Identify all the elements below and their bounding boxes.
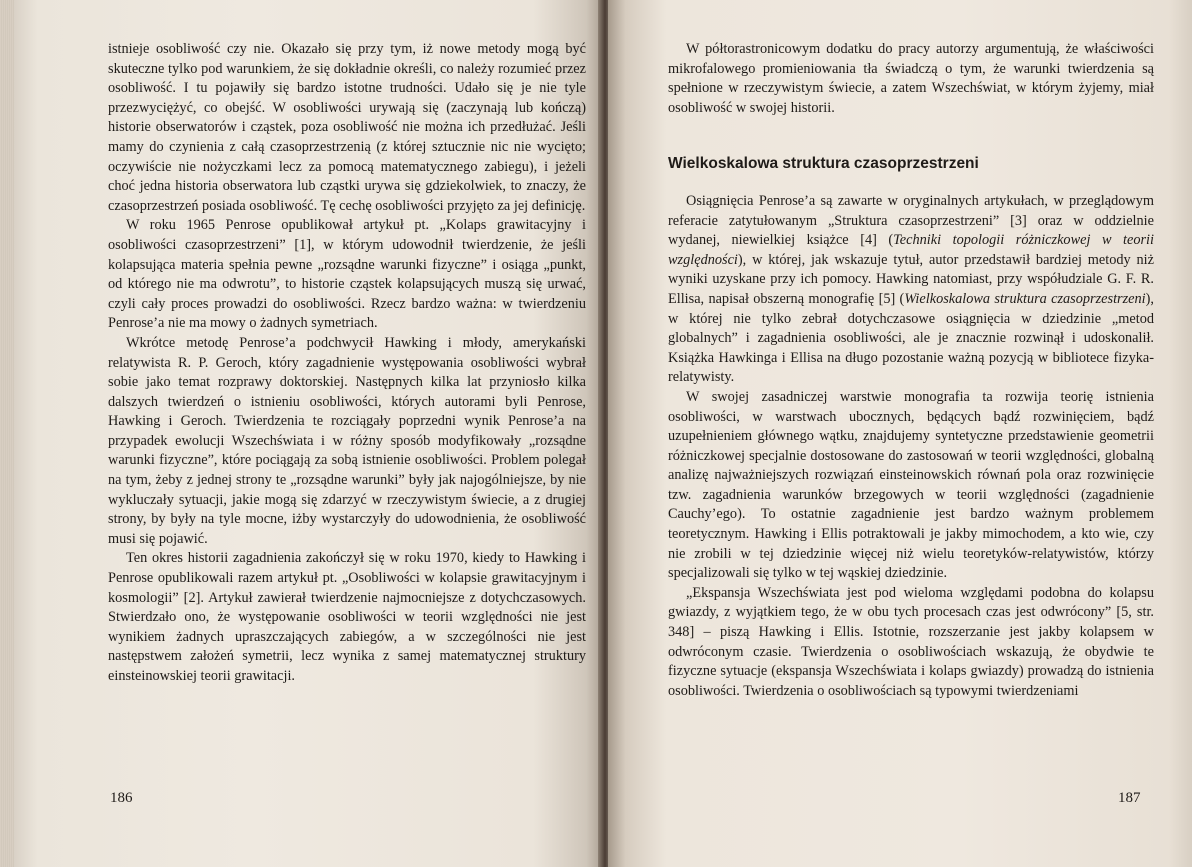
p2-text-a: Osiągnięcia Penrose’a są zawarte w oryginalnych artykułach, w przeglądowym referacie zatytułowanym „Struktura czasoprzestrzeni” [3] oraz w oddzielnie wydanej, niewielkiej książce [4] (: [668, 192, 1154, 249]
right-page: [608, 0, 1192, 867]
left-paragraph-4: Ten okres historii zagadnienia zakończył się w roku 1970, kiedy to Hawking i Penrose opublikowali razem artykuł pt. „Osobliwości w kolapsie grawitacyjnym i kosmologii” [2]. Artykuł zawierał twierdzenie najmocniejsze z dotychczasowych. Stwierdzało ono, że występowanie osobliwości w teorii względności nie jest wynikiem żadnych upraszczających zabiegów, a w szczególności nie jest następstwem założeń symetrii, lecz wynika z samej matematycznej struktury einsteinowskiej teorii grawitacji.: [108, 550, 586, 684]
left-paragraph-1: istnieje osobliwość czy nie. Okazało się przy tym, iż nowe metody mogą być skuteczne tylko pod warunkiem, że się dokładnie określi, co należy rozumieć przez osobliwość. I tu pojawiły się bardzo istotne trudności. Udało się je nie tyle przezwyciężyć, co obejść. W osobliwości urywają się (zaczynają lub kończą) historie obserwatorów i cząstek, poza osobliwość nie można ich przedłużać. Jeśli mamy do czynienia z całą czasoprzestrzenią (z której sztucznie nic nie wycięto; oczywiście nie nożyczkami lecz za pomocą matematycznego zabiegu), i jeżeli choć jedna historia obserwatora lub cząstki urywa się gdziekolwiek, to znaczy, że czasoprzestrzeń posiada osobliwość. Tę cechę osobliwości przyjęto za jej definicję.: [108, 41, 586, 214]
book-title-wielkoskalowa: Wielkoskalowa struktura czasoprzestrzeni: [904, 290, 1146, 307]
page-edges: [0, 0, 14, 867]
book-title-techniki: Techniki topologii różniczkowej w teorii względności: [668, 232, 1154, 268]
left-page-text: [108, 40, 586, 687]
right-paragraph-2: [668, 192, 1154, 388]
right-page-number: 187: [1118, 790, 1141, 806]
left-page: [14, 0, 604, 867]
right-paragraph-1: W półtorastronicowym dodatku do pracy autorzy argumentują, że właściwości mikrofalowego promieniowania tła świadczą o tym, że warunki twierdzenia są spełnione w rzeczywistym świecie, a zatem Wszechświat, w którym żyjemy, miał osobliwość w swojej historii.: [668, 41, 1154, 116]
left-paragraph-2: W roku 1965 Penrose opublikował artykuł pt. „Kolaps grawitacyjny i osobliwości czasoprzestrzeni” [1], w którym udowodnił twierdzenie, że jeśli kolapsująca materia spełnia pewne „rozsądne warunki fizyczne” i osiąga „punkt, od którego nie ma odwrotu”, to historie cząstek kolapsujących muszą się urwać, czyli cały proces prowadzi do osobliwości. Rzecz bardzo ważna: w twierdzeniu Penrose’a nie ma mowy o żadnych symetriach.: [108, 217, 586, 332]
left-page-number: 186: [110, 790, 133, 806]
p2-text-c: ), w której nie tylko zebrał dotychczasowe osiągnięcia w dziedzinie „metod globalnych” i zagadnienia osobliwości, ale je znacznie rozwinął i udoskonalił. Książka Hawkinga i Ellisa na długo pozostanie ważną pozycją w bibliotece fizyka-relatywisty.: [668, 290, 1154, 386]
p2-text-b: ), w której, jak wskazuje tytuł, autor przedstawił bardziej metody niż wyniki uzyskane przy ich pomocy. Hawking natomiast, przy współudziale G. F. R. Ellisa, napisał obszerną monografię [5] (: [668, 251, 1154, 307]
right-paragraph-4: „Ekspansja Wszechświata jest pod wieloma względami podobna do kolapsu gwiazdy, z wyjątkiem tego, że w obu tych procesach czas jest odwrócony” [5, str. 348] – piszą Hawking i Ellis. Istotnie, rozszerzanie jest jakby kolapsem w odwróconym czasie. Twierdzenia o osobliwościach wskazują, że obydwie te fizyczne sytuacje (ekspansja Wszechświata i kolaps gwiazdy) prowadzą do istnienia osobliwości. Twierdzenia o osobliwościach są typowymi twierdzeniami: [668, 584, 1154, 699]
right-page-text: [668, 40, 1154, 701]
left-paragraph-3: Wkrótce metodę Penrose’a podchwycił Hawking i młody, amerykański relatywista R. P. Geroch, który zagadnienie występowania osobliwości wybrał sobie jako temat rozprawy doktorskiej. Następnych kilka lat przyniosło kilka dalszych twierdzeń o istnieniu osobliwości, których autorami byli Penrose, Hawking i Geroch. Twierdzenia te rozciągały poprzedni wynik Penrose’a na przypadek ewolucji Wszechświata i w różny sposób modyfikowały „rozsądne warunki fizyczne”, które pociągają za sobą istnienie osobliwości. Problem polegał na tym, żeby z jednej strony te „rozsądne warunki” były jak najogólniejsze, by nie wykluczały sytuacji, jakie mogą się zdarzyć w rzeczywistym świecie, a z drugiej strony, by były na tyle mocne, iżby wystarczyły do udowodnienia, że osobliwość musi się pojawić.: [108, 334, 586, 547]
right-paragraph-3: W swojej zasadniczej warstwie monografia ta rozwija teorię istnienia osobliwości, w warstwach ubocznych, będących bądź rozwinięciem, bądź uzupełnieniem głównego wątku, znajdujemy syntetyczne przedstawienie geometrii różniczkowej specjalnie dostosowane do zastosowań w teorii względności, globalną analizę najważniejszych rozwiązań einsteinowskich równań pola oraz rozwinięcie tzw. zagadnienia warunków brzegowych w teorii względności (zagadnienie Cauchy’ego). To ostatnie zagadnienie jest bardzo ważnym problemem teoretycznym. Hawking i Ellis potraktowali je jakby mimochodem, a kto wie, czy nie zrobili w tej dziedzinie więcej niż wielu teoretyków-relatywistów, którzy specjalizowali się tylko w tej wąskiej dziedzinie.: [668, 388, 1154, 582]
section-heading: Wielkoskalowa struktura czasoprzestrzeni: [668, 155, 979, 173]
